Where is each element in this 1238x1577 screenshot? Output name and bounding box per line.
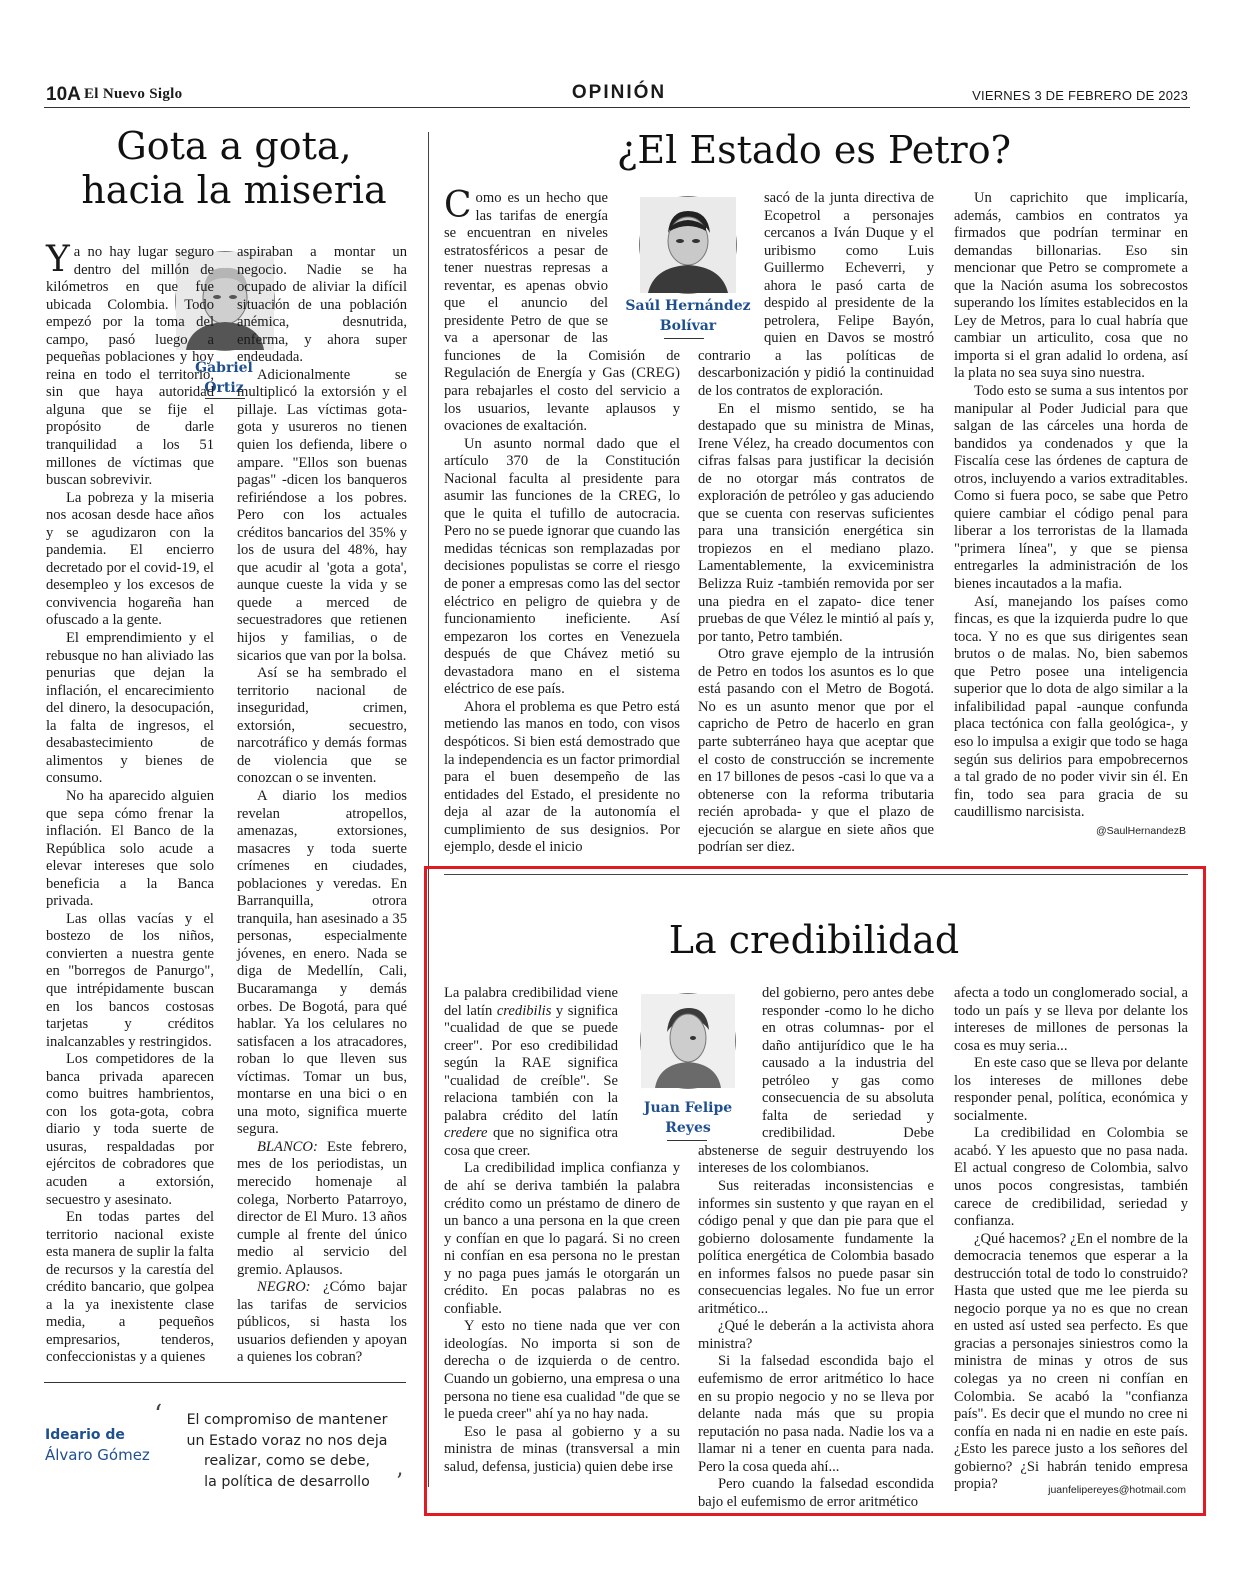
paragraph: No ha aparecido alguien que sepa cómo frenar la inflación. El Banco de la República solo acude a elevar intereses que solo beneficia a la Banca privada. — [46, 787, 214, 910]
paragraph: Otro grave ejemplo de la intrusión de Petro en todos los asuntos es lo que está pasando con el Metro de Bogotá. No es un asunto menor que por el capricho de Petro de hacerlo en gran parte subterráneo haya que aceptar que el costo de construcción se incremente en 17 billones de pesos -casi lo que va a obtenerse con la reforma tributaria recién aprobada- y que el plazo de ejecución se alargue en siete años que podrían ser diez. — [698, 646, 934, 856]
paragraph: ¿Qué hacemos? ¿En el nombre de la democracia tenemos que esperar a la destrucción total de todo lo construido? Hasta que usted que me lee pierda su negocio porque ya no es que no crean en usted así usted sea perfecto. Es que gracias a personajes siniestros como la ministra de minas y otros de sus colegas ya no creen ni confían en Colombia. Se acabó la "confianza país". Es decir que el mundo no cree ni confía en nada ni en nadie en este país. ¿Esto les parece justo a los señores del gobierno? ¿Si habrán tenido empresa propia? — [954, 1230, 1188, 1493]
paragraph: El emprendimiento y el rebusque no han aliviado las penurias que dejan la inflación, el encarecimiento del dinero, la desocupación, la falta de ingresos, el desabastecimiento de alimentos y bienes de consumo. — [46, 630, 214, 787]
section-title: OPINIÓN — [571, 82, 667, 103]
paragraph: Adicionalmente se multiplicó la extorsión y el pillaje. Las víctimas gota-gota y usureros no tienen quien los defienda, libere o ampare. "Ellos son buenas pagas" -dicen los banqueros refiriéndose a los pobres. Pero con los actuales créditos bancarios del 35% y los de usura del 48%, hay que acudir al 'gota a gota', aunque cueste la vida y se quede a merced de secuestradores que retienen hijos y familias, o de sicarios que van por la bolsa. — [237, 366, 407, 664]
photo-wrap-space — [618, 985, 680, 1133]
photo-wrap-space — [698, 985, 762, 1133]
article-left-col2 — [237, 244, 407, 1374]
ideario-label: Ideario de — [45, 1427, 125, 1443]
negro-note: NEGRO: ¿Cómo bajar las tarifas de servicios públicos, si hasta los usuarios defienden y apoyan a quienes los cobran? — [237, 1279, 407, 1366]
paragraph: sacó de la junta directiva de Ecopetrol a personajes cercanos a Iván Duque y el uribismo como Luis Guillermo Echeverri, y ahora le pasó carta de despido al presidente de la petrolera, Felipe Bayón, quien en Davos se mostró contrario a las políticas de descarbonización y pidió la continuidad de los contratos de exploración. — [698, 190, 934, 400]
quote-open-icon: ‘ — [154, 1400, 163, 1430]
paragraph: Todo esto se suma a sus intentos por manipular al Poder Judicial para que salgan de las cárceles una horda de bandidos ya condenados y que la Fiscalía cese las órdenes de captura de otros, incluyendo a varios extraditables. Como si fuera poco, se sabe que Petro quiere cambiar el código penal para liberar a los terroristas de la llamada "primera línea", y que se piensa entregarles la administración de los bienes incautados a la mafia. — [954, 383, 1188, 593]
article-top-title: ¿El Estado es Petro? — [617, 128, 1011, 172]
paragraph: afecta a todo un conglomerado social, a todo un país y se lleva por delante los intereses de millones de personas la cosa es muy seria... — [954, 985, 1188, 1054]
paragraph: Los competidores de la banca privada aparecen como buitres hambrientos, con los gota-gota, cobra diario y toda suerte de usuras, respaldadas por ejércitos de cobradores que acuden a extorsión, secuestro y asesinato. — [46, 1051, 214, 1208]
ideario-quote: El compromiso de mantener un Estado voraz no nos deja realizar, como se debe, la política de desarrollo — [186, 1412, 388, 1490]
article-top-col3 — [954, 190, 1188, 830]
author-byline: Saúl Hernández Bolívar — [625, 298, 751, 334]
paragraph: Si la falsedad escondida bajo el eufemismo de error aritmético lo hace en su propio negocio y no se lleva por delante nada más que su propia reputación no pasa nada. Nadie los va a llamar ni a tener en cuenta para nada. Pero la cosa queda ahí... — [698, 1353, 934, 1475]
photo-wrap-space — [608, 190, 680, 340]
author-handle: @SaulHernandezB — [1095, 825, 1186, 837]
paragraph: Ahora el problema es que Petro está metiendo las manos en todo, con visos despóticos. Si bien está demostrado que la independencia es un factor primordial para el buen desempeño de las entidades del Estado, el presidente no deja al azar de la autonomía el cumplimiento de sus designios. Por ejemplo, desde el inicio — [444, 698, 680, 856]
article-left-col1 — [46, 239, 214, 1374]
quote-close-icon: ’ — [396, 1470, 403, 1495]
paragraph: En el mismo sentido, se ha destapado que su ministra de Minas, Irene Vélez, ha creado documentos con cifras falsas para justificar la decisión de no otorgar más contratos de exploración de petróleo y gas aduciendo que se cuenta con reservas suficientes para una transición energética sin tropiezos en el mediano plazo. Lamentablemente, la exviceministra Belizza Ruiz -también removida por ser una piedra en el zapato- dice tener pruebas de que Vélez le mintió al país y, por tanto, Petro también. — [698, 400, 934, 645]
paragraph: Pero cuando la falsedad escondida bajo el eufemismo de error aritmético — [698, 1476, 934, 1510]
paragraph: ¿Qué le deberán a la activista ahora ministra? — [698, 1318, 934, 1352]
issue-date: VIERNES 3 DE FEBRERO DE 2023 — [972, 88, 1188, 103]
paragraph: aspiraban a montar un negocio. Nadie se ha ocupado de aliviar la difícil situación de una población anémica, desnutrida, enferma, y ahora super endeudada. — [237, 244, 407, 366]
author-byline: Gabriel Ortiz — [195, 360, 253, 396]
ideario-rule — [44, 1382, 406, 1383]
author-byline: Juan Felipe Reyes — [643, 1100, 733, 1136]
article-bottom-col1 — [444, 985, 680, 1505]
paragraph: A diario los medios revelan atropellos, amenazas, extorsiones, masacres y toda suerte crímenes en ciudades, poblaciones y veredas. En Barranquilla, otrora tranquila, han asesinado a 35 personas, especialmente jóvenes, en enero. Nada se diga de Medellín, Cali, Bucaramanga y demás orbes. De Bogotá, para qué hablar. Ya los celulares no satisfacen a los atracadores, roban lo que lleven sus víctimas. Tomar un bus, montarse en una bici o en una moto, significa muerte segura. — [237, 787, 407, 1138]
paragraph: Y esto no tiene nada que ver con ideologías. No importa si son de derecha o de izquierda o de centro. Cuando un gobierno, una empresa o una persona no tiene esa cualidad "de que se le pueda creer" ahí ya no hay nada. — [444, 1318, 680, 1423]
author-email: juanfelipereyes@hotmail.com — [1048, 1484, 1186, 1496]
article-bottom-col2 — [698, 985, 934, 1510]
article-bottom-title: La credibilidad — [668, 918, 960, 962]
paragraph: Las ollas vacías y el bostezo de los niños, convierten a nuestra gente en "borregos de Panurgo", que intrépidamente buscan en los bancos costosas tarjetas y créditos inalcanzables y restringidos. — [46, 910, 214, 1050]
masthead-logo: El Nuevo Siglo — [84, 86, 183, 102]
article-separator — [444, 874, 1188, 875]
paragraph: La credibilidad implica confianza y de ahí se deriva también la palabra crédito como un préstamo de dinero de un banco a una persona en la que creen y confían en que lo pagará. Si no creen ni confían en esa persona no le prestan y no paga pues jamás le otorgarán un crédito. En pocas palabras no es confiable. — [444, 1160, 680, 1317]
paragraph: Un caprichito que implicaría, además, cambios en contratos ya firmados que podrían terminar en demandas billonarias. Eso sin mencionar que Petro se compromete a que la Nación asuma los sobrecostos superando los límites establecidos en la Ley de Metros, para lo cual habría que cambiar un articulito, cosa que no importa si el gran adalid lo ordena, así la plata no sea suya sino nuestra. — [954, 190, 1188, 382]
blanco-note: BLANCO: Este febrero, mes de los periodistas, un merecido homenaje al colega, Norberto Patarroyo, director de El Muro. 13 años cumple al frente del único medio al servicio del gremio. Aplausos. — [237, 1138, 407, 1278]
photo-wrap-space — [698, 190, 764, 340]
paragraph: Un asunto normal dado que el artículo 370 de la Constitución Nacional faculta al presidente para asumir las funciones de la CREG, lo que le quita el tufillo de autocracia. Pero no se puede ignorar que cuando las medidas técnicas son remplazadas por decisiones populistas se corre el riesgo de poner a empresas como las del sector eléctrico en peligro de quiebra y de funcionamiento ineficiente. Así empezaron los cortes en Venezuela después de que Chávez metió su devastadora mano en el sistema eléctrico de ese país. — [444, 435, 680, 698]
paragraph: La credibilidad en Colombia se acabó. Y les apuesto que no pasa nada. El actual congreso de Colombia, salvo unos pocos congresistas, también carece de credibilidad, seriedad y confianza. — [954, 1125, 1188, 1230]
article-top-col1 — [444, 185, 680, 856]
paragraph: Ya no hay lugar seguro dentro del millón de kilómetros en que fue ubicada Colombia. Todo empezó por la toma del campo, pasó luego a pequeñas poblaciones y hoy reina en todo el territorio, sin que haya autoridad alguna que se fije el propósito de darle tranquilidad a los 51 millones de víctimas que buscan sobrevivir. — [46, 239, 214, 489]
ideario-author: Álvaro Gómez — [45, 1446, 150, 1464]
paragraph: Así, manejando los países como fincas, es que la izquierda pudre lo que toca. Y no es que sus dirigentes sean brutos o de malas. No, bien sabemos que Petro posee una inteligencia superior que lo dota de algo similar a la infalibilidad papal -aunque confunda placa tectónica con falla geológica-, y eso lo impulsa a exigir que todo se haga según sus delirios para empobrecernos a tal grado de no poder vivir sin él. En fin, todo sea para gracia de su caudillismo narcisista. — [954, 593, 1188, 821]
paragraph: En este caso que se lleva por delante los intereses de millones debe responder penal, política, económica y socialmente. — [954, 1055, 1188, 1124]
paragraph: Así se ha sembrado el territorio nacional de inseguridad, crimen, extorsión, secuestro, narcotráfico y demás formas de violencia que se conozcan o se inventen. — [237, 665, 407, 787]
paragraph: Eso le pasa al gobierno y a su ministra de minas (transversal a min salud, defensa, justicia) quien debe irse — [444, 1423, 680, 1475]
article-top-col2 — [698, 190, 934, 856]
paragraph: Sus reiteradas inconsistencias e informes sin sustento y que rayan en el código penal y que dan pie para que el gobierno dolosamente fundamente la política energética de Colombia basado en informes falsos no puede pasar sin consecuencias legales. No fue un error aritmético... — [698, 1178, 934, 1317]
paragraph: La palabra credibilidad viene del latín credibilis y significa "cualidad de que se puede creer". Por eso credibilidad según la RAE significa "cualidad de creíble". Se relaciona también con la palabra crédito del latín credere que no significa otra cosa que creer. — [444, 985, 618, 1159]
paragraph: En todas partes del territorio nacional existe esta manera de suplir la falta de recursos y la carestía del crédito bancario, que golpea a la ya inexistente clase media, a pequeños empresarios, tenderos, confeccionistas y a quienes — [46, 1209, 214, 1366]
paragraph: del gobierno, pero antes debe responder -como lo he dicho en otras columnas- por el daño antijurídico que le ha causado a la industria del petróleo y gas como consecuencia de su absoluta falta de seriedad y credibilidad. Debe abstenerse de seguir destruyendo los intereses de los colombianos. — [698, 985, 934, 1177]
header-rule — [44, 107, 1190, 108]
paragraph: Como es un hecho que las tarifas de energía se encuentran en niveles estratosféricos a pesar de tener nuestras represas a reventar, es apenas obvio que el anuncio del presidente Petro de que se va a apersonar de las funciones de la Comisión de Regulación de Energía y Gas (CREG) para rebajarles el costo del servicio a los usuarios, levante aplausos y ovaciones de exaltación. — [444, 185, 680, 435]
article-left-title: Gota a gota, hacia la miseria — [81, 124, 387, 213]
page-number: 10A — [46, 84, 81, 105]
paragraph: La pobreza y la miseria nos acosan desde hace años y se agudizaron con la pandemia. El encierro decretado por el covid-19, el desempleo y los excesos de convivencia hogareña han ofuscado a la gente. — [46, 489, 214, 629]
